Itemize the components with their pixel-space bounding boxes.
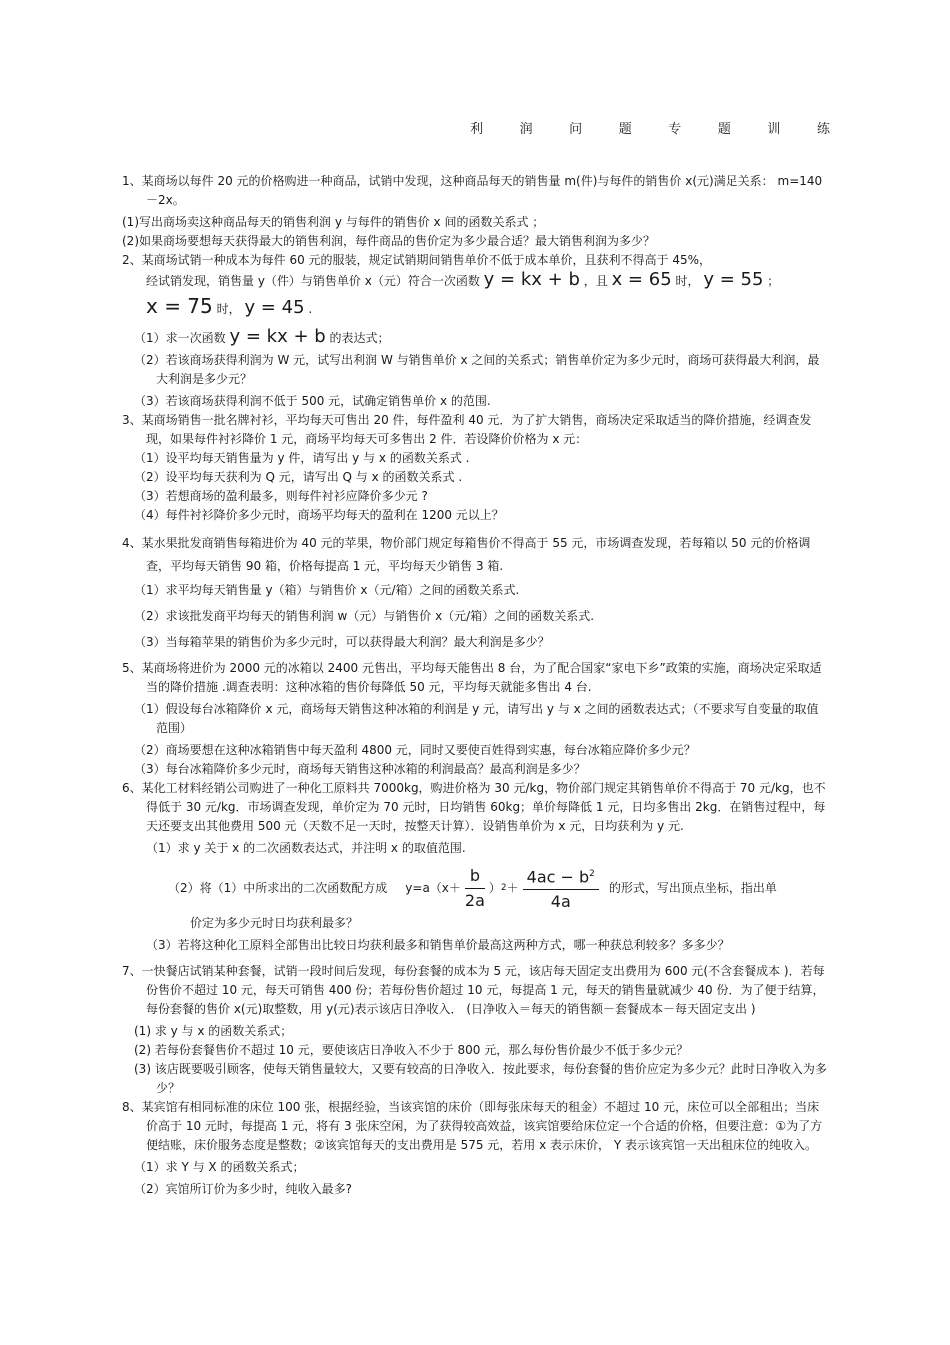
problem-7-question-1: (1) 求 y 与 x 的函数关系式； [134,1024,293,1039]
fraction-numerator: b [465,864,485,889]
problem-3-question-4: （4）每件衬衫降价多少元时，商场平均每天的盈利在 1200 元以上？ [134,508,504,522]
problem-2-condition-line-2 [122,291,827,324]
problem-6-question-2 [122,862,827,914]
problem-6-q2-text: （2）将（1）中所求出的二次函数配方成 [168,880,388,895]
title-char: 练 [816,122,830,137]
problem-2-text: 时， [216,302,241,316]
problem-list [122,172,827,1199]
problem-1-question-1: (1)写出商场卖这种商品每天的销售利润 y 与每件的销售价 x 间的函数关系式 ； [122,215,545,229]
problem-5-question-3: （3）每台冰箱降价多少元时，商场每天销售这种冰箱的利润最高？最高利润是多少？ [134,762,586,776]
problem-6-question-1: （1）求 y 关于 x 的二次函数表达式，并注明 x 的取值范围. [146,841,466,855]
math-expression: y = 45 [244,297,305,318]
problem-3-statement: 3、某商场销售一批名牌衬衫，平均每天可售出 20 件，每件盈利 40 元．为了扩大销售，商场决定采取适当的降价措施，经调查发现，如果每件衬衫降价 1 元，商场平均每天可多售出 2 件．若设降价价格为 x 元： [122,413,812,446]
page-title [470,118,830,137]
title-char: 润 [519,122,533,137]
linear-function-formula: y = kx + b [483,269,580,290]
problem-6-statement: 6、某化工材料经销公司购进了一种化工原料共 7000kg，购进价格为 30 元/kg，物价部门规定其销售单价不得高于 70 元/kg，也不得低于 30 元/kg．市场调查发现，单价定为 70 元时，日均销售 60kg；单价每降低 1 元，日均多售出 2kg．在销售过程中，每天还要支出其他费用 500 元（天数不足一天时，按整天计算）．设销售单价为 x 元，日均获利为 y 元. [122,781,826,833]
problem-2-condition-line [122,270,827,291]
problem-6-question-2-cont: 价定为多少元时日均获利最多？ [190,916,359,931]
fraction-denominator: 4a [550,892,571,912]
problem-2-text: . [308,302,313,316]
problem-5-statement: 5、某商场将进价为 2000 元的冰箱以 2400 元售出，平均每天能售出 8 台，为了配合国家“家电下乡”政策的实施，商场决定采取适当的降价措施 .调查表明：这种冰箱的售价每降低 50 元，平均每天就能多售出 4 台. [122,661,822,694]
problem-3-question-1: （1）设平均每天销售量为 y 件，请写出 y 与 x 的函数关系式 . [134,451,470,465]
vertex-form-formula: ） [488,880,501,895]
problem-4-question-1: （1）求平均每天销售量 y（箱）与销售价 x（元/箱）之间的函数关系式. [134,583,520,597]
problem-2-text: ，且 [583,274,608,288]
math-expression: x = 75 [146,294,213,318]
fraction-b-over-2a [465,864,485,913]
problem-7-question-2: (2) 若每份套餐售价不超过 10 元，要使该店日净收入不少于 800 元，那么每份售价最少不低于多少元？ [134,1043,689,1058]
fraction-discriminant-over-4a [523,862,599,914]
fraction-numerator [523,862,599,890]
problem-2-question-1 [122,327,827,348]
fraction-numerator-text: 4ac − b [526,867,590,887]
problem-7-statement: 7、一快餐店试销某种套餐，试销一段时间后发现，每份套餐的成本为 5 元，该店每天固定支出费用为 600 元(不含套餐成本 )．若每份售价不超过 10 元，每天可销售 400 份；若每份售价超过 10 元，每提高 1 元，每天的销售量就减少 40 份．为了便于结算，每份套餐的售价 x(元)取整数，用 y(元)表示该店日净收入． (日净收入＝每天的销售额－套餐成本－每天固定支出 ) [122,964,825,1017]
title-char: 题 [618,122,632,137]
exponent: 2 [500,882,507,893]
problem-5-question-2: （2）商场要想在这种冰箱销售中每天盈利 4800 元，同时又要使百姓得到实惠，每台冰箱应降价多少元？ [134,743,696,757]
linear-function-formula: y = kx + b [229,326,326,347]
problem-3-question-2: （2）设平均每天获利为 Q 元，请写出 Q 与 x 的函数关系式 . [134,470,463,484]
problem-2-question-2: （2）若该商场获得利润为 W 元，试写出利润 W 与销售单价 x 之间的关系式；销售单价定为多少元时，商场可获得最大利润，最大利润是多少元？ [134,353,820,386]
vertex-form-formula: y=a（x＋ [405,880,461,895]
problem-2-q1-text: 的表达式； [329,331,390,345]
problem-2-text: 经试销发现，销售量 y（件）与销售单价 x（元）符合一次函数 [146,274,480,288]
problem-1-statement: 1、某商场以每件 20 元的价格购进一种商品，试销中发现，这种商品每天的销售量 m(件)与每件的销售价 x(元)满足关系： m=140－2x。 [122,174,823,207]
title-char: 题 [717,122,731,137]
problem-2-text: 时， [675,274,700,288]
problem-8-statement: 8、某宾馆有相同标准的床位 100 张，根据经验，当该宾馆的床价（即每张床每天的租金）不超过 10 元，床位可以全部租出；当床价高于 10 元时，每提高 1 元，将有 3 张床空闲，为了获得较高效益，该宾馆要给床位定一个合适的价格，但要注意：①为了方便结账，床价服务态度是整数；②该宾馆每天的支出费用是 575 元，若用 x 表示床价， Y 表示该宾馆一天出租床位的纯收入。 [122,1100,823,1153]
exponent: 2 [589,869,595,879]
problem-6-q2-text: 的形式，写出顶点坐标，指出单 [608,880,777,895]
fraction-denominator: 2a [464,890,485,910]
math-expression: y = 55 [703,269,764,290]
problem-5-question-1: （1）假设每台冰箱降价 x 元，商场每天销售这种冰箱的利润是 y 元，请写出 y 与 x 之间的函数表达式；（不要求写自变量的取值范围） [134,702,819,735]
problem-8-question-1: （1）求 Y 与 X 的函数关系式； [134,1160,305,1175]
problem-1-question-2: (2)如果商场要想每天获得最大的销售利润，每件商品的售价定为多少最合适？最大销售利润为多少？ [122,234,656,248]
title-char: 利 [470,122,484,137]
problem-3-question-3: （3）若想商场的盈利最多，则每件衬衫应降价多少元 ? [134,489,428,503]
problem-4-statement: 4、某水果批发商销售每箱进价为 40 元的苹果，物价部门规定每箱售价不得高于 55 元，市场调查发现，若每箱以 50 元的价格调查，平均每天销售 90 箱，价格每提高 1 元，平均每天少销售 3 箱. [122,536,811,573]
problem-8-question-2: （2）宾馆所订价为多少时，纯收入最多? [134,1182,353,1197]
problem-2-statement: 2、某商场试销一种成本为每件 60 元的服装，规定试销期间销售单价不低于成本单价，且获利不得高于 45%， [122,253,712,267]
problem-2-text: ； [767,274,780,288]
vertex-form-formula: ＋ [506,880,519,895]
problem-4-question-2: （2）求该批发商平均每天的销售利润 w（元）与销售价 x（元/箱）之间的函数关系式. [134,609,595,623]
title-char: 专 [668,122,682,137]
title-char: 训 [767,122,781,137]
title-char: 问 [569,122,583,137]
problem-4-question-3: （3）当每箱苹果的销售价为多少元时，可以获得最大利润？最大利润是多少？ [134,635,550,649]
problem-6-question-3: （3）若将这种化工原料全部售出比较日均获利最多和销售单价最高这两种方式，哪一种获总利较多？多多少？ [146,938,730,953]
problem-7-question-3: (3) 该店既要吸引顾客，使每天销售量较大，又要有较高的日净收入．按此要求，每份套餐的售价应定为多少元？此时日净收入为多少？ [134,1062,827,1096]
problem-2-q1-text: （1）求一次函数 [134,331,226,345]
math-expression: x = 65 [611,269,672,290]
problem-2-question-3: （3）若该商场获得利润不低于 500 元，试确定销售单价 x 的范围. [134,394,491,408]
